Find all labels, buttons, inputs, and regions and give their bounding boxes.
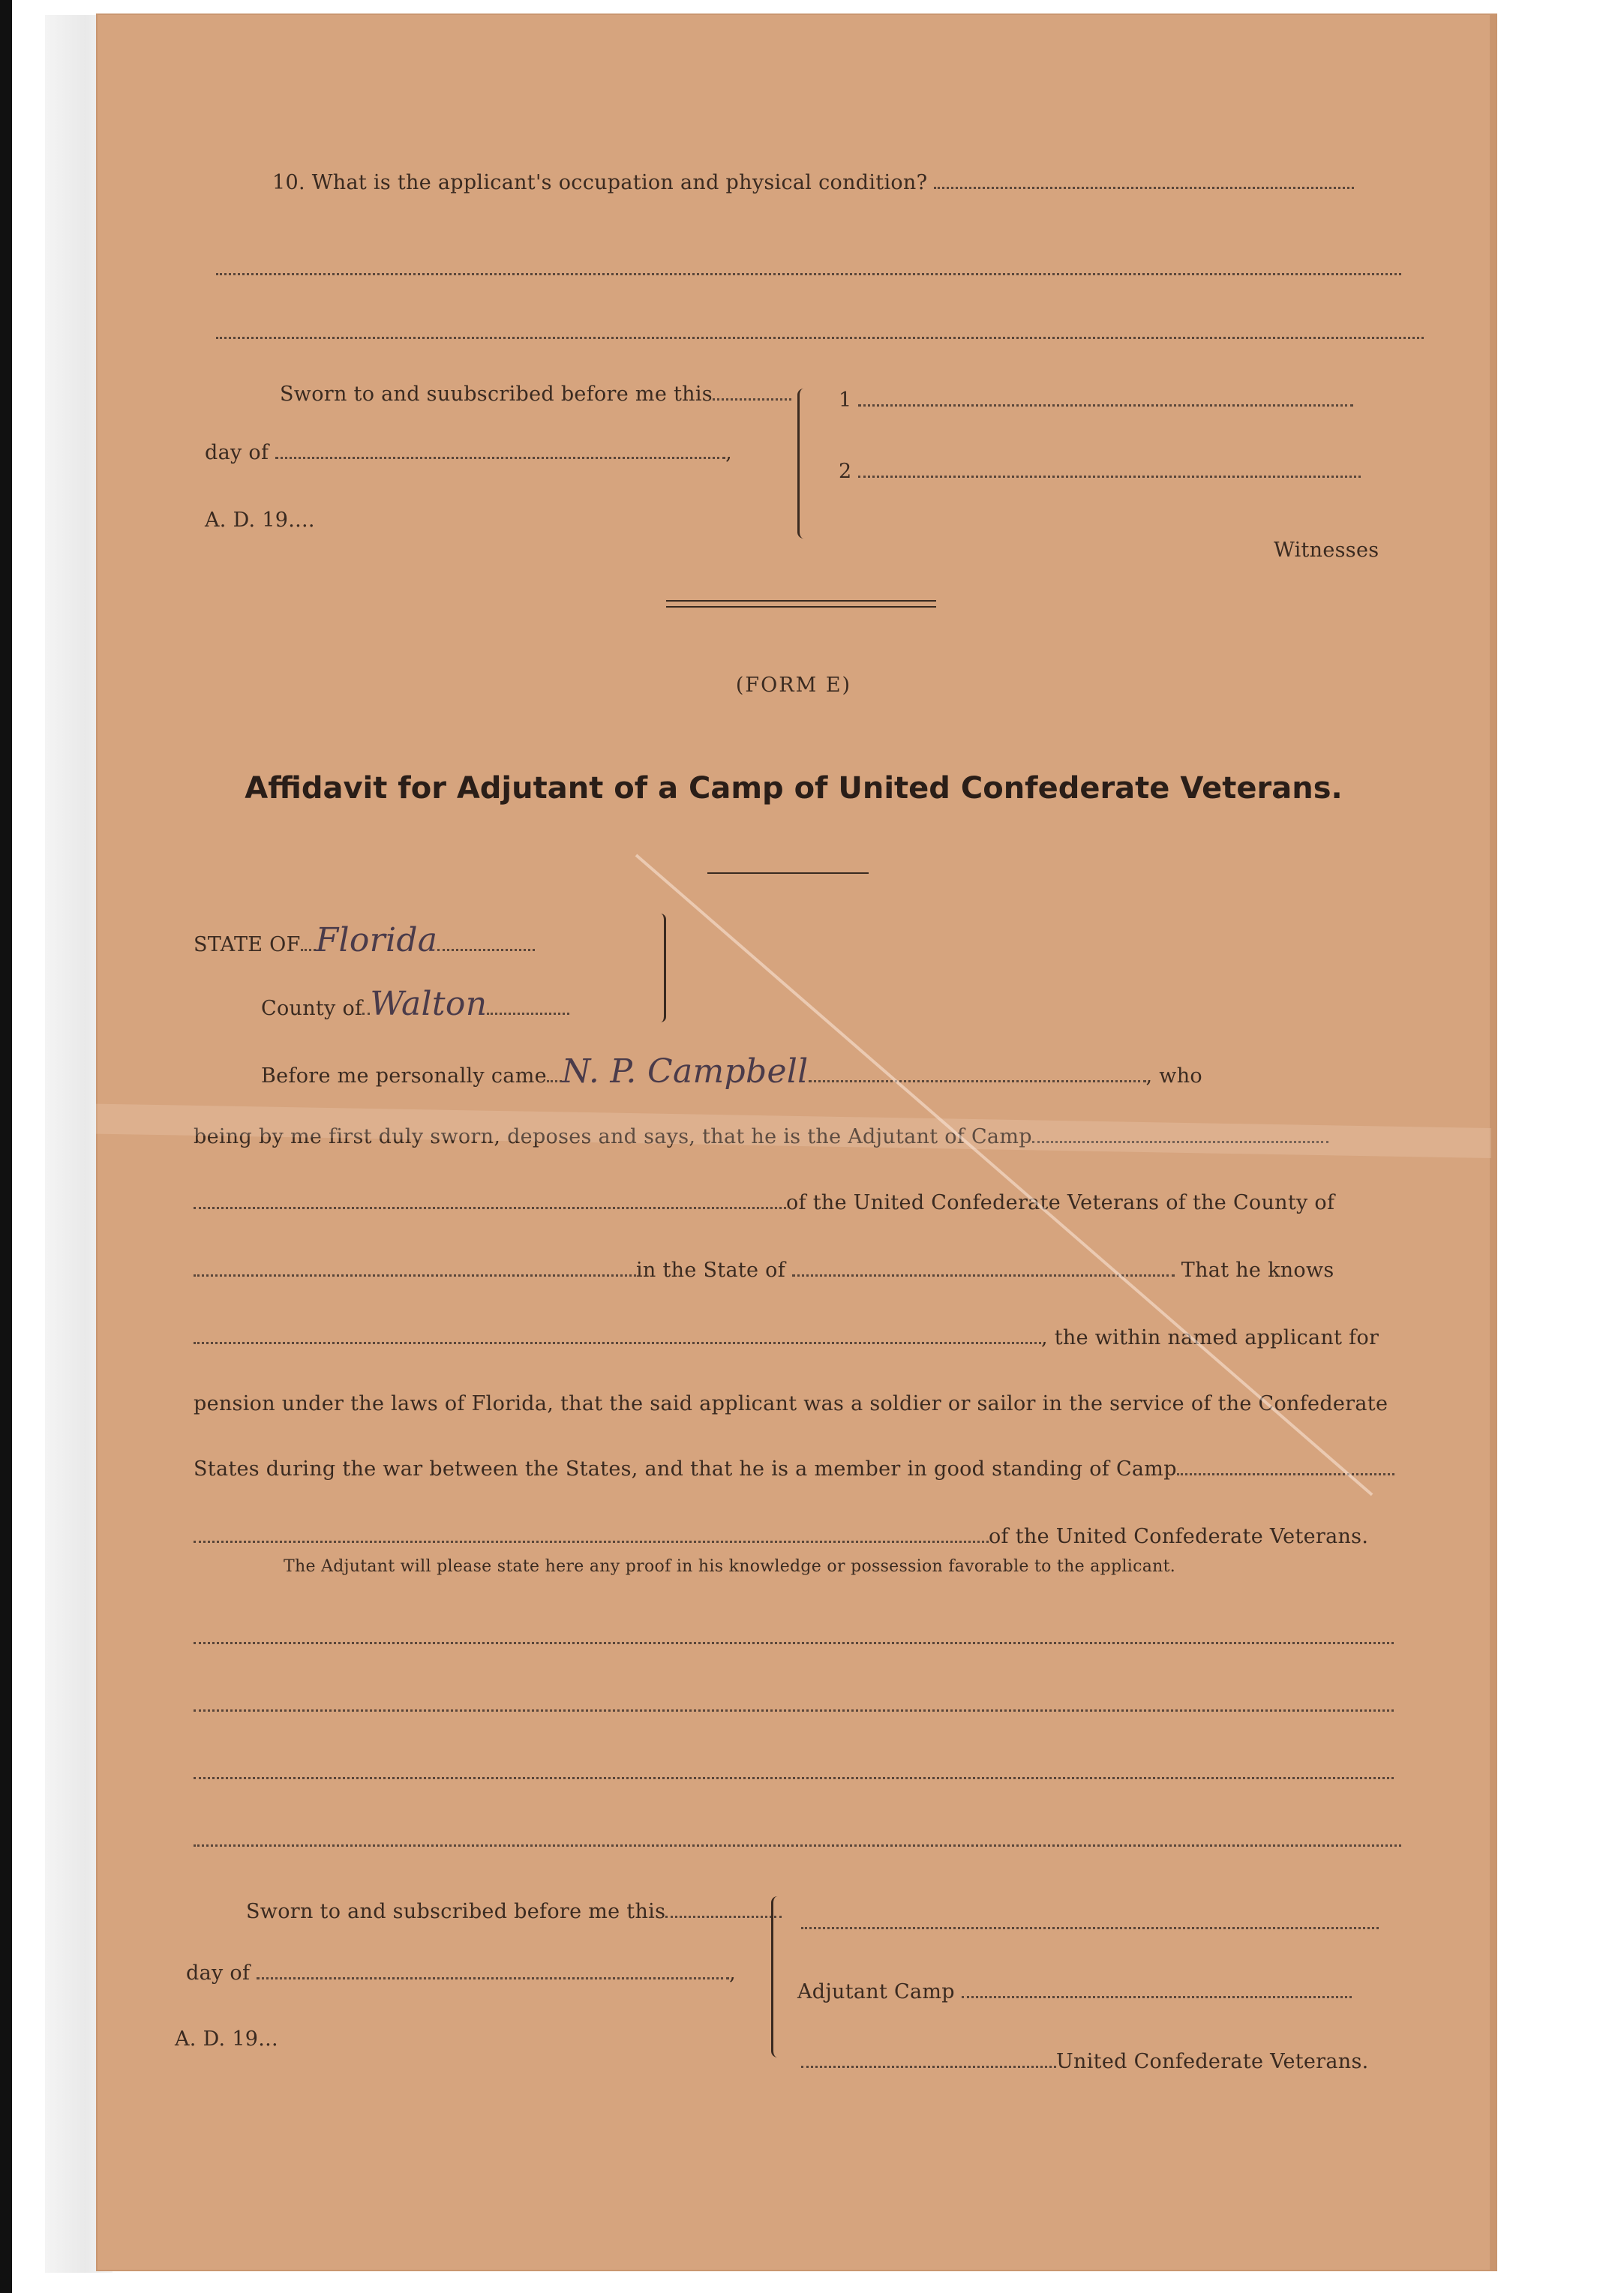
county-value: Walton [370, 985, 488, 1023]
witnesses-label: Witnesses [1274, 539, 1379, 562]
answer-line-1 [216, 257, 1401, 281]
proof-line-2 [194, 1694, 1394, 1717]
proof-line-4 [194, 1829, 1401, 1852]
separator-rule-1 [666, 600, 936, 602]
body-line-5: , the within named applicant for [194, 1326, 1379, 1349]
page-title: Affidavit for Adjutant of a Camp of United Confederate Veterans. [245, 771, 1343, 806]
body-line-4: in the State of That he knows [194, 1259, 1334, 1282]
question-10: 10. What is the applicant's occupation and physical condition? [272, 171, 1354, 194]
form-label: (FORM E) [735, 674, 852, 697]
proof-line-1 [194, 1626, 1394, 1649]
sworn2-line2: day of , [186, 1961, 737, 1985]
brace-state [655, 914, 666, 1022]
sworn1-line2: day of , [205, 441, 733, 464]
state-line: STATE OF Florida [194, 921, 535, 959]
scan-edge [0, 0, 12, 2293]
body-line-8: of the United Confederate Veterans. [194, 1525, 1368, 1548]
body-line-2: being by me first duly sworn, deposes and says, that he is the Adjutant of Camp [194, 1125, 1328, 1148]
adjutant-camp-line: Adjutant Camp [797, 1980, 1352, 2003]
sworn2-line1: Sworn to and subscribed before me this [246, 1900, 782, 1923]
brace-1 [797, 389, 810, 539]
adjutant-signature-line [801, 1911, 1379, 1934]
body-line-1: Before me personally came N. P. Campbell , who [261, 1052, 1202, 1091]
witness-1: 1 [839, 389, 1353, 412]
witness-2: 2 [839, 460, 1361, 483]
body-line-3: of the United Confederate Veterans of the County of [194, 1191, 1334, 1214]
document-page [96, 14, 1491, 2271]
separator-rule-2 [666, 606, 936, 608]
title-underline [707, 872, 869, 874]
sworn1-line1: Sworn to and suubscribed before me this [280, 383, 791, 406]
applicant-name: N. P. Campbell [561, 1052, 809, 1091]
county-line: County of Walton [261, 985, 569, 1023]
sworn2-line3: A. D. 19... [175, 2027, 278, 2051]
ucv-line: United Confederate Veterans. [801, 2050, 1369, 2073]
brace-2 [771, 1896, 784, 2057]
sworn1-line3: A. D. 19.... [205, 509, 315, 532]
proof-line-3 [194, 1761, 1394, 1784]
adjutant-note: The Adjutant will please state here any proof in his knowledge or possession favorable to the applicant. [284, 1557, 1176, 1576]
state-value: Florida [315, 921, 438, 959]
body-line-6: pension under the laws of Florida, that the said applicant was a soldier or sailor in the service of the Confederate [194, 1392, 1388, 1415]
answer-line-2 [216, 321, 1424, 344]
body-line-7: States during the war between the States, and that he is a member in good standing of Camp [194, 1457, 1394, 1481]
